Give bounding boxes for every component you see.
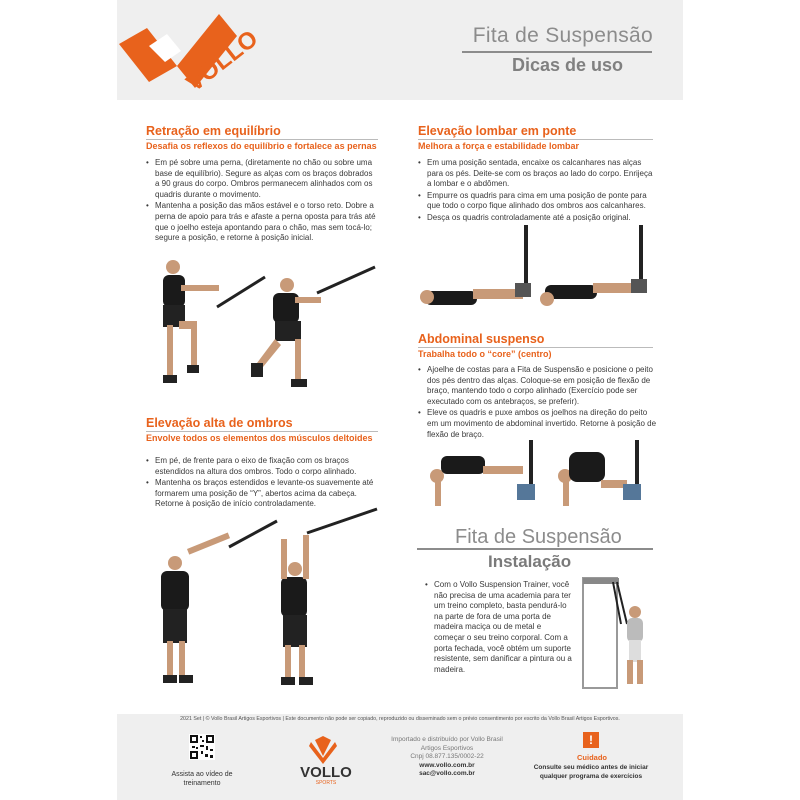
importer-info [387, 736, 507, 779]
qr-caption: Assista ao vídeo de treinamento [171, 771, 233, 787]
footer [117, 714, 683, 800]
footer-logo-tagline: SPORTS [315, 780, 337, 786]
section-divider [418, 139, 653, 140]
door-installation-illustration [579, 576, 654, 692]
tip-item: • Ajoelhe de costas para a Fita de Suspensão e posicione o peito dos pés dentro das alças. Coloque-se em posição de flexão de braço, mantendo todo o corpo alinhado (Exercício pode ser executado com os antebraços, se preferir). [418, 365, 658, 407]
tip-item: • Mantenha os braços estendidos e levante-os suavemente até formarem uma posição de “Y”, abertos acima da cabeça. Retorne à posição de início controladamente. [146, 478, 378, 510]
qr-code[interactable] [189, 734, 215, 760]
legal-notice: 2021 Set | © Vollo Brasil Artigos Esportivos | Este documento não pode ser copiado, reproduzido ou disseminado sem o prévio consentimento por escrito da Vollo Brasil Artigos Esportivos. [180, 716, 620, 722]
section-subtitle-abdominal: Trabalha todo o “core” (centro) [418, 349, 552, 359]
section-title-ombros: Elevação alta de ombros [146, 416, 293, 430]
website-link[interactable]: www.vollo.com.br [419, 761, 475, 769]
section-divider [418, 347, 653, 348]
section-subtitle-ombros: Envolve todos os elementos dos músculos deltoides [146, 433, 373, 443]
section-title-retracao: Retração em equilíbrio [146, 124, 281, 138]
warning-text: Consulte seu médico antes de iniciar qualquer programa de exercícios [533, 764, 649, 780]
warning-title: Cuidado [577, 753, 607, 762]
email-link[interactable]: sac@vollo.com.br [419, 770, 475, 778]
document-page [117, 0, 683, 800]
importer-line: Importado e distribuído por Vollo Brasil [391, 736, 503, 743]
tip-item: • Em pé sobre uma perna, (diretamente no chão ou sobre uma base de equilíbrio). Segure as alças com os braços dobrados a 90 graus do corpo. Ombros permanecem alinhados com os quadris durante o movimento. [146, 158, 378, 200]
footer-vollo-logo [285, 736, 367, 786]
header-title: Fita de Suspensão [472, 24, 653, 47]
header-divider [462, 51, 652, 53]
section-divider [146, 431, 378, 432]
tip-item: • Em pé, de frente para o eixo de fixação com os braços estendidos na altura dos ombros. Todo o corpo alinhado. [146, 456, 378, 477]
logo-wordmark: VOLLO [181, 25, 264, 98]
retracao-exercise-illustration [147, 255, 387, 400]
importer-line: Cnpj 08.877.135/0002-22 [410, 753, 484, 761]
installation-subtitle: Instalação [488, 552, 572, 571]
section-title-lombar: Elevação lombar em ponte [418, 124, 577, 138]
header-subtitle: Dicas de uso [511, 55, 623, 75]
tip-item: • Eleve os quadris e puxe ambos os joelhos na direção do peito em um movimento de abdominal invertido. Retorne à posição de flexão de braço. [418, 408, 658, 440]
tip-item: • Mantenha a posição das mãos estável e o torso reto. Dobre a perna de apoio para trás e afaste a perna oposta para trás até que o joelho esteja apontando para o chão, mas sem tocá-lo; segure a posição, e retorne à posição inicial. [146, 201, 378, 243]
warning-icon: ! [583, 732, 599, 748]
tips-retracao [146, 158, 378, 245]
section-divider [146, 139, 378, 140]
section-title-abdominal: Abdominal suspenso [418, 332, 545, 346]
section-subtitle-lombar: Melhora a força e estabilidade lombar [418, 141, 580, 151]
tips-installation [425, 580, 573, 676]
tip-item: • Em uma posição sentada, encaixe os calcanhares nas alças para os pés. Deite-se com os braços ao lado do corpo. Enrijeça a lombar e o abdômen. [418, 158, 658, 190]
tips-lombar [418, 158, 658, 225]
tips-abdominal [418, 365, 658, 441]
installation-divider [417, 548, 653, 550]
header [117, 0, 683, 100]
abdominal-exercise-illustration [417, 440, 662, 515]
tip-item: • Desça os quadris controladamente até a posição original. [418, 213, 658, 224]
ombros-exercise-illustration [157, 505, 382, 690]
vollo-logo [119, 6, 264, 98]
section-subtitle-retracao: Desafia os reflexos do equilíbrio e fortalece as pernas [146, 141, 377, 151]
lombar-exercise-illustration [417, 225, 662, 320]
tip-item: • Com o Vollo Suspension Trainer, você não precisa de uma academia para ter um treino completo, basta pendurá-lo na parte de fora de uma porta de madeira maciça ou de metal e começar o seu treino corporal. Com a porta fechada, você obtém um suporte resistente, sem danificar a pintura ou a madeira. [425, 580, 573, 675]
installation-title: Fita de Suspensão [455, 526, 622, 548]
tip-item: • Empurre os quadris para cima em uma posição de ponte para que todo o corpo fique alinhado dos ombros aos calcanhares. [418, 191, 658, 212]
tips-ombros [146, 456, 378, 511]
importer-line: Artigos Esportivos [420, 744, 474, 752]
footer-logo-wordmark: VOLLO [300, 764, 352, 781]
